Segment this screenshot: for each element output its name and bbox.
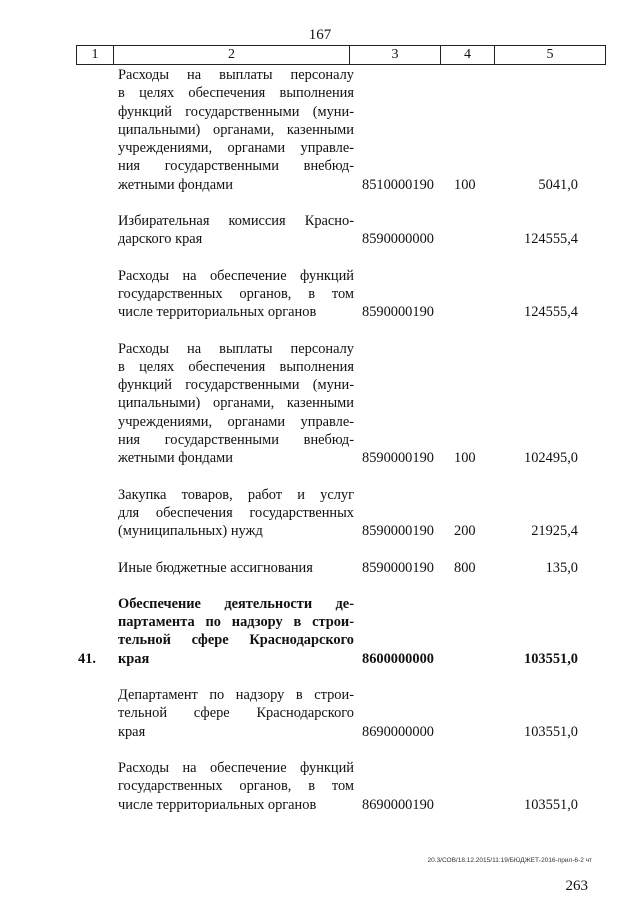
row-expense-type: 800 [454,559,476,576]
table-row [76,759,606,814]
description-line: дарского края [118,231,203,248]
row-expense-type: 100 [454,176,476,193]
description-line: Расходы на обеспечение функций [118,759,354,776]
row-description [118,559,354,577]
table-row [76,559,606,577]
row-description [118,340,354,468]
column-header-3: 3 [350,46,441,64]
description-line: функций государственными (муни- [118,103,354,120]
description-line: в целях обеспечения выполнения [118,358,354,375]
column-header-2: 2 [114,46,350,64]
row-number: 41. [78,650,96,667]
row-amount: 103551,0 [524,650,578,667]
table-row [76,486,606,541]
table-row [76,212,606,249]
row-description [118,595,354,668]
description-line: функций государственными (муни- [118,377,354,394]
budget-table [76,66,606,832]
description-line: ния государственными внебюд- [118,432,354,449]
description-line: жетными фондами [118,450,233,467]
row-description [118,759,354,814]
description-line: Обеспечение деятельности де- [118,595,354,612]
row-target-code: 8510000190 [362,176,434,193]
table-row [76,267,606,322]
row-amount: 5041,0 [538,176,578,193]
row-expense-type: 200 [454,523,476,540]
description-line: Расходы на обеспечение функций [118,267,354,284]
page-number: 167 [308,27,332,43]
table-row [76,686,606,741]
description-line: для обеспечения государственных [118,504,354,521]
row-description [118,66,354,194]
row-target-code: 8690000190 [362,796,434,813]
row-description [118,267,354,322]
description-line: в целях обеспечения выполнения [118,85,354,102]
column-header-5: 5 [546,47,554,62]
row-target-code: 8590000190 [362,559,434,576]
description-line: края [118,723,146,740]
row-description [118,486,354,541]
description-line: государственных органов, в том [118,285,354,302]
row-amount: 124555,4 [524,304,578,321]
description-line: учреждениями, органами управле- [118,413,354,430]
table-row [76,340,606,468]
description-line: учреждениями, органами управле- [118,140,354,157]
description-line: Избирательная комиссия Красно- [118,213,354,230]
row-description [118,212,354,249]
table-row [76,595,606,668]
row-target-code: 8600000000 [362,650,434,667]
table-row [76,66,606,194]
description-line: ципальными) органами, казенными [118,395,354,412]
sheet-page-number: 263 [565,878,588,894]
row-target-code: 8590000190 [362,523,434,540]
row-amount: 124555,4 [524,231,578,248]
row-target-code: 8690000000 [362,723,434,740]
column-header-1: 1 [77,46,114,64]
description-line: государственных органов, в том [118,778,354,795]
description-line: тельной сфере Краснодарского [118,705,354,722]
description-line: края [118,650,150,667]
row-amount: 103551,0 [524,723,578,740]
row-amount: 21925,4 [531,523,578,540]
row-amount: 103551,0 [524,796,578,813]
row-target-code: 8590000190 [362,450,434,467]
row-expense-type: 100 [454,450,476,467]
description-line: жетными фондами [118,176,233,193]
table-column-header [76,45,606,65]
description-line: (муниципальных) нужд [118,523,263,540]
description-line: Департамент по надзору в строи- [118,687,354,704]
column-header-4: 4 [441,46,495,64]
description-line: числе территориальных органов [118,796,317,813]
description-line: тельной сфере Краснодарского [118,632,354,649]
description-line: ципальными) органами, казенными [118,121,354,138]
row-target-code: 8590000190 [362,304,434,321]
description-line: Расходы на выплаты персоналу [118,340,354,357]
row-amount: 135,0 [545,559,578,576]
document-footer-code: 20.3/СОВ/18.12.2015/11:19/БЮДЖЕТ-2016-прил-6-2 чт [427,857,592,864]
description-line: партамента по надзору в строи- [118,614,354,631]
description-line: Закупка товаров, работ и услуг [118,486,354,503]
row-target-code: 8590000000 [362,231,434,248]
description-line: числе территориальных органов [118,304,317,321]
row-amount: 102495,0 [524,450,578,467]
description-line: Расходы на выплаты персоналу [118,67,354,83]
row-description [118,686,354,741]
description-line: ния государственными внебюд- [118,158,354,175]
description-line: Иные бюджетные ассигнования [118,559,313,576]
